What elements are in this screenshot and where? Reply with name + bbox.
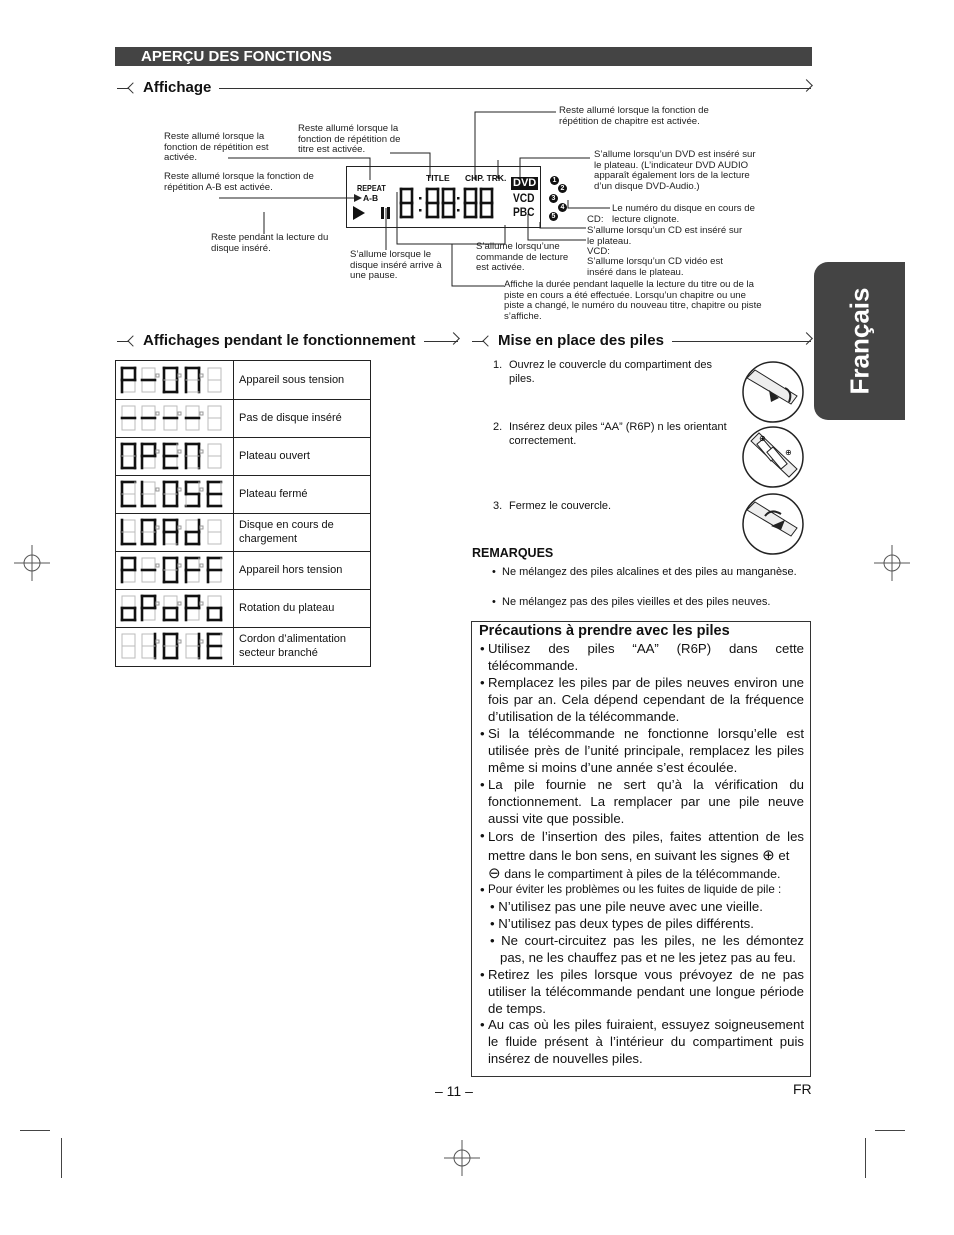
page-number: – 11 – <box>435 1083 473 1099</box>
remote-open-cover-illustration <box>741 360 805 424</box>
note-dvd: S’allume lorsqu’un DVD est inséré sur le plateau. (L’indicateur DVD AUDIO apparaît également lors de la lecture d’un disque DVD-Audio.) <box>594 149 756 192</box>
table-cell-label: Pas de disque inséré <box>239 412 342 424</box>
crop-mark <box>865 1138 866 1178</box>
vcd-indicator: VCD <box>513 191 535 205</box>
segment-display <box>116 361 234 399</box>
minus-icon: ⊖ <box>488 865 501 882</box>
remark-item: Ne mélangez pas des piles vieilles et des piles neuves. <box>502 596 771 608</box>
segment-display <box>116 551 234 589</box>
step-number: 3. <box>493 500 503 512</box>
play-pause-icons <box>351 205 395 221</box>
registration-mark <box>14 545 50 581</box>
play-icon <box>353 206 365 220</box>
note-title-repeat: Reste allumé lorsque la fonction de répétition de titre est activée. <box>298 123 401 155</box>
pbc-indicator: PBC <box>513 205 535 219</box>
svg-text:⊕: ⊕ <box>785 448 792 457</box>
table-row <box>116 551 370 590</box>
note-play: Reste pendant la lecture du disque inséré. <box>211 232 329 254</box>
note-pbc: S’allume lorsqu’une commande de lecture est activée. <box>476 241 569 273</box>
operation-header: Affichages pendant le fonctionnement <box>117 330 458 352</box>
table-row <box>116 627 370 665</box>
precaution-sub-item: • N’utilisez pas deux types de piles différents. <box>490 916 754 931</box>
crop-mark <box>20 1130 50 1131</box>
disc-number-badge: 2 <box>558 184 567 193</box>
note-vcd-label: VCD: <box>587 246 610 257</box>
pause-icon <box>381 207 384 219</box>
chptrk-indicator: CHP. TRK. <box>465 173 507 183</box>
segment-display <box>116 513 234 551</box>
ab-indicator: A-B <box>363 193 379 203</box>
table-cell-label: Plateau ouvert <box>239 450 310 462</box>
precaution-item: • Utilisez des piles “AA” (R6P) dans cette télécommande. <box>480 641 804 673</box>
segment-display <box>116 475 234 513</box>
bullet: • <box>492 566 496 578</box>
disc-number-badge: 1 <box>550 176 559 185</box>
step-text: Fermez le couvercle. <box>509 500 612 512</box>
table-row <box>116 399 370 438</box>
crop-mark <box>61 1138 62 1178</box>
step-number: 1. <box>493 359 503 371</box>
operation-display-table <box>115 360 371 667</box>
table-cell-label: Appareil hors tension <box>239 564 343 576</box>
disc-number-badge: 4 <box>558 203 567 212</box>
note-ab-repeat: Reste allumé lorsque la fonction de répétition A-B est activée. <box>164 171 314 193</box>
note-disc-number: Le numéro du disque en cours de lecture clignote. <box>612 203 755 225</box>
precaution-item: • La pile fournie ne sert qu’à la vérification du fonctionnement. La remplacer par une pile neuve aussi vite que possible. <box>480 777 804 826</box>
precaution-item-avoid: • Pour éviter les problèmes ou les fuites de liquide de pile : <box>480 882 782 897</box>
section-banner: APERÇU DES FONCTIONS <box>115 47 812 66</box>
segment-display <box>116 627 234 665</box>
segment-display <box>116 589 234 627</box>
table-cell-label: Cordon d’alimentation secteur branché <box>239 633 347 659</box>
dvd-indicator: DVD <box>513 177 537 189</box>
precaution-item: • Remplacez les piles par de piles neuves environ une fois par an. Cela dépend cependant de la fréquence d’utilisation de la télécommande. <box>480 675 804 724</box>
note-chapter-repeat: Reste allumé lorsque la fonction de répétition de chapitre est activée. <box>559 105 709 127</box>
note-vcd: S’allume lorsqu’un CD vidéo est inséré dans le plateau. <box>587 256 723 278</box>
bullet: • <box>492 596 496 608</box>
note-pause: S’allume lorsque le disque inséré arrive à une pause. <box>350 249 442 281</box>
table-cell-label: Plateau fermé <box>239 488 308 500</box>
table-row <box>116 437 370 476</box>
note-repeat: Reste allumé lorsque la fonction de répétition est activée. <box>164 131 269 163</box>
disc-number-badge: 5 <box>549 212 558 221</box>
segment-display <box>116 437 234 475</box>
crop-mark <box>875 1130 905 1131</box>
remote-insert-batteries-illustration <box>741 425 805 489</box>
leader-lines <box>0 0 954 330</box>
registration-mark <box>874 545 910 581</box>
note-time: Affiche la durée pendant laquelle la lecture du titre ou de la piste en cours a été effectuée. Lorsqu’un chapitre ou une piste a changé, le numéro du nouveau titre, chapitre ou piste s’affiche. <box>504 279 762 322</box>
time-digits <box>397 185 509 223</box>
note-cd-label: CD: <box>587 214 604 225</box>
affichage-header: Affichage <box>117 77 811 99</box>
segment-display <box>116 399 234 437</box>
precaution-item: • Si la télécommande ne fonctionne lorsqu’elle est utilisée près de l’unité principale, remplacez les piles même si moins d’une année s’est écoulée. <box>480 726 804 775</box>
precaution-item-polarity: • Lors de l’insertion des piles, faites attention de les mettre dans le bon sens, en suivant les signes ⊕ et ⊖ dans le compartiment à piles de la télécommande. <box>480 828 804 882</box>
table-row <box>116 475 370 514</box>
registration-mark <box>444 1140 480 1176</box>
precaution-sub-item: • Ne court-circuitez pas les piles, ne les démontez pas, ne les chauffez pas et ne les jetez pas au feu. <box>490 933 805 965</box>
title-indicator: TITLE <box>426 173 450 183</box>
precaution-sub-item: • N’utilisez pas une pile neuve avec une vieille. <box>490 899 763 914</box>
step-text: Insérez deux piles “AA” (R6P) n les orientant correctement. <box>509 421 727 447</box>
language-code: FR <box>793 1081 812 1097</box>
precaution-item: • Retirez les piles lorsque vous prévoyez de ne pas utiliser la télécommande pendant une longue période de temps. <box>480 967 804 1016</box>
table-row <box>116 361 370 400</box>
lcd-display <box>346 166 541 228</box>
remote-close-cover-illustration <box>741 492 805 556</box>
batteries-header: Mise en place des piles <box>472 330 811 352</box>
remarks-title: REMARQUES <box>472 546 554 560</box>
table-row <box>116 513 370 552</box>
precautions-box <box>471 621 811 1077</box>
repeat-indicator: REPEAT <box>357 183 386 193</box>
svg-text:⊕: ⊕ <box>759 434 766 443</box>
table-cell-label: Disque en cours de chargement <box>239 519 334 545</box>
table-cell-label: Rotation du plateau <box>239 602 335 614</box>
language-tab: Français <box>814 262 905 420</box>
table-row <box>116 589 370 628</box>
plus-icon: ⊕ <box>762 846 775 864</box>
precautions-title: Précautions à prendre avec les piles <box>479 623 730 639</box>
precaution-item: • Au cas où les piles fuiraient, essuyez soigneusement le fluide présent à l’intérieur du compartiment puis insérez de nouvelles piles. <box>480 1017 804 1066</box>
disc-number-badge: 3 <box>549 194 558 203</box>
note-cd: S’allume lorsqu’un CD est inséré sur le plateau. <box>587 225 743 247</box>
table-cell-label: Appareil sous tension <box>239 374 345 386</box>
remark-item: Ne mélangez des piles alcalines et des piles au manganèse. <box>502 566 797 578</box>
step-text: Ouvrez le couvercle du compartiment des piles. <box>509 359 712 385</box>
step-number: 2. <box>493 421 503 433</box>
